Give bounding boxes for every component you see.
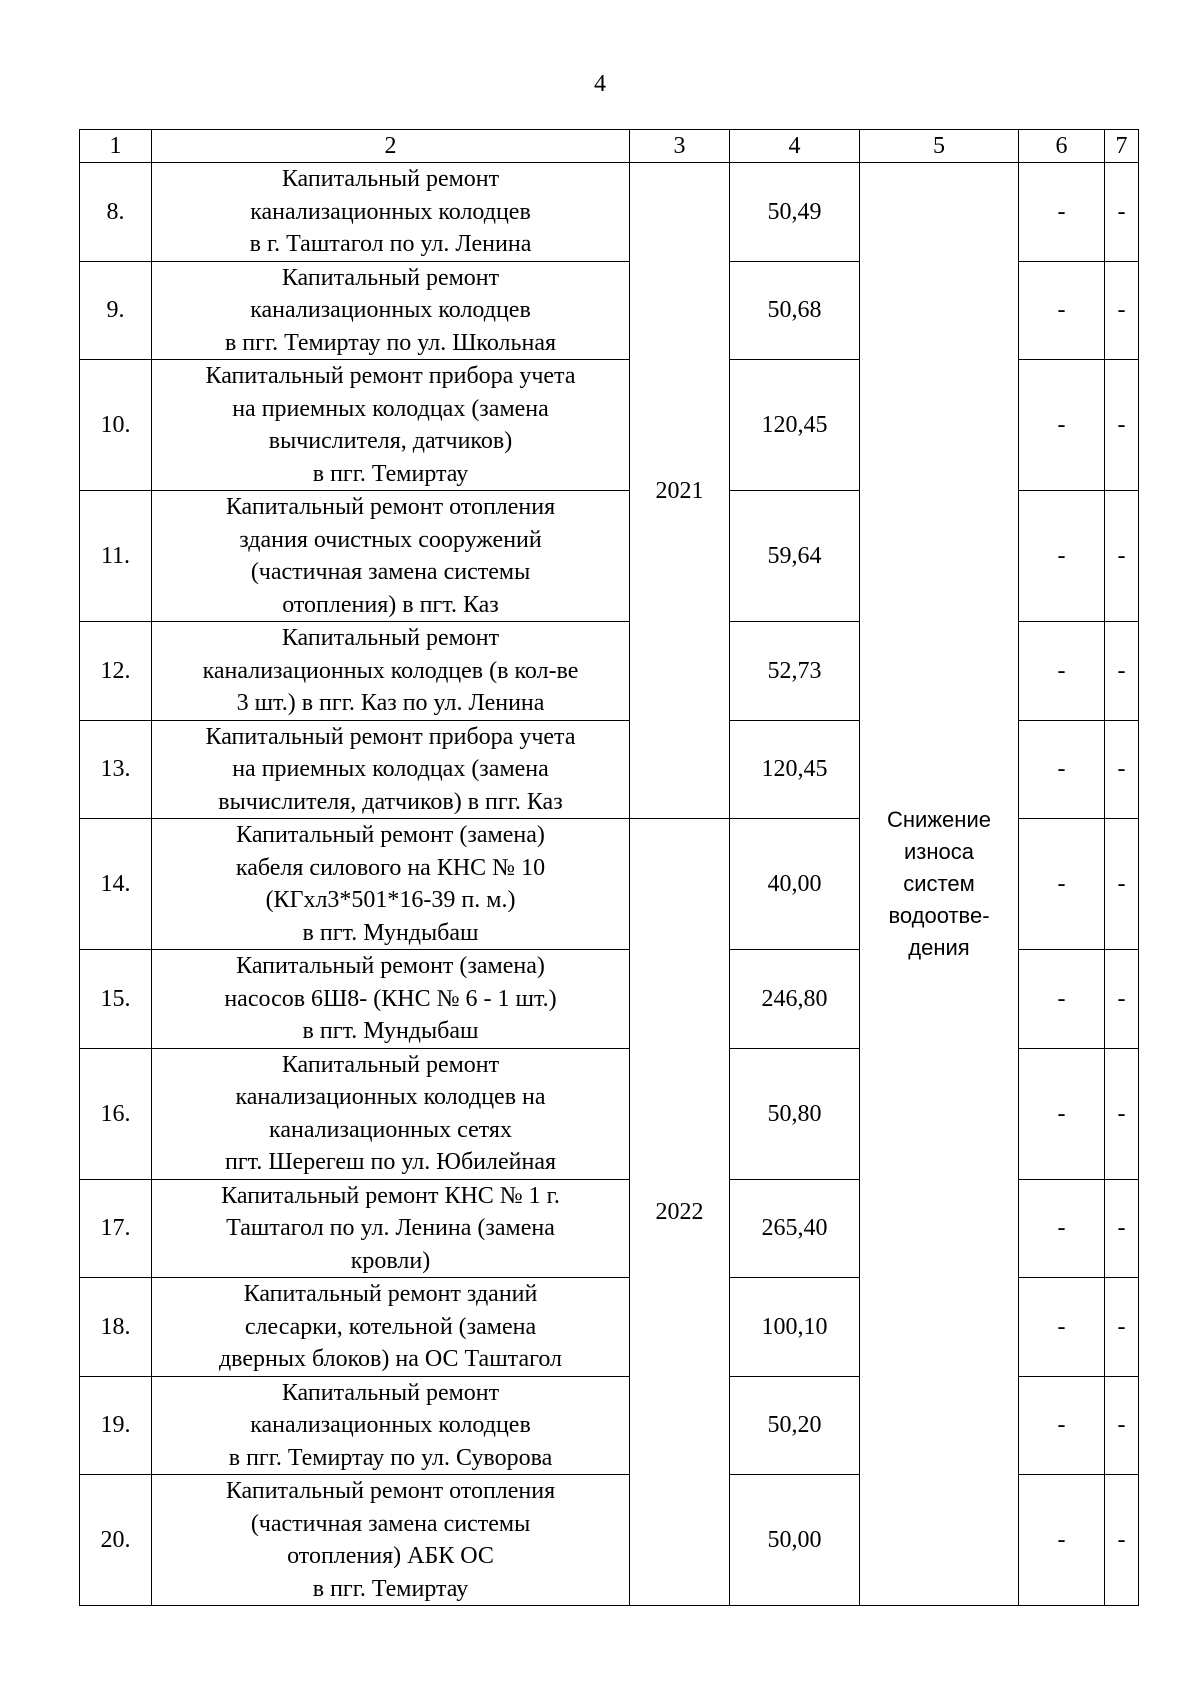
description-line: Капитальный ремонт [281,1379,500,1406]
header-cell: 7 [1105,130,1139,163]
col7-value: - [1105,1048,1139,1179]
description-line: отопления) в пгт. Каз [282,591,499,618]
work-description [152,622,630,721]
cost-value: 120,45 [730,720,860,819]
cost-value: 50,68 [730,261,860,360]
work-description [152,1048,630,1179]
row-number: 8. [80,163,152,262]
col6-value: - [1019,1475,1105,1606]
col7-value: - [1105,261,1139,360]
col7-value: - [1105,819,1139,950]
description-line: в пгг. Темиртау [312,1575,469,1602]
cost-value: 246,80 [730,950,860,1049]
description-line: кабеля силового на КНС № 10 [235,854,546,881]
row-number: 17. [80,1179,152,1278]
description-line: Капитальный ремонт прибора учета [205,363,576,389]
description-line: кровли) [350,1247,431,1274]
row-number: 14. [80,819,152,950]
description-line: в пгг. Темиртау [312,460,469,487]
cost-value: 50,00 [730,1475,860,1606]
row-number: 16. [80,1048,152,1179]
description-line: Капитальный ремонт [281,166,500,192]
work-description [152,360,630,491]
work-description [152,950,630,1049]
cost-value: 50,80 [730,1048,860,1179]
header-cell: 3 [630,130,730,163]
col6-value: - [1019,1179,1105,1278]
description-line: насосов 6Ш8- (КНС № 6 - 1 шт.) [224,985,557,1012]
goal-line: водоотве- [888,903,990,928]
description-line: канализационных колодцев [250,198,531,225]
col7-value: - [1105,360,1139,491]
header-cell: 6 [1019,130,1105,163]
description-line: Капитальный ремонт [281,264,500,291]
description-line: в пгг. Темиртау по ул. Школьная [224,329,557,356]
col6-value: - [1019,1048,1105,1179]
description-line: на приемных колодцах (замена [232,395,549,422]
description-line: в пгт. Мундыбаш [302,919,479,946]
row-number: 20. [80,1475,152,1606]
work-description [152,491,630,622]
description-line: слесарки, котельной (замена [244,1313,537,1340]
col6-value: - [1019,1278,1105,1377]
description-line: канализационных сетях [269,1116,512,1143]
description-line: (частичная замена системы [250,559,531,585]
description-line: в пгт. Мундыбаш [302,1018,479,1044]
year-cell: 2022 [630,819,730,1606]
col7-value: - [1105,163,1139,262]
description-line: канализационных колодцев (в кол-ве [202,657,579,684]
table-row [80,163,1139,262]
description-line: Капитальный ремонт отопления [225,494,556,520]
goal-line: дения [908,935,970,960]
header-row [80,130,1139,163]
goal-line: Снижение [887,807,991,832]
year-cell: 2021 [630,163,730,819]
col6-value: - [1019,622,1105,721]
description-line: Капитальный ремонт [281,1051,500,1078]
cost-value: 50,49 [730,163,860,262]
header-cell: 4 [730,130,860,163]
work-description [152,163,630,262]
cost-value: 265,40 [730,1179,860,1278]
cost-value: 50,20 [730,1376,860,1475]
row-number: 19. [80,1376,152,1475]
description-line: (КГхл3*501*16-39 п. м.) [265,887,516,913]
work-description [152,1278,630,1377]
row-number: 12. [80,622,152,721]
col7-value: - [1105,950,1139,1049]
row-number: 18. [80,1278,152,1377]
col6-value: - [1019,261,1105,360]
row-number: 13. [80,720,152,819]
col6-value: - [1019,360,1105,491]
header-cell: 5 [860,130,1019,163]
work-description [152,1475,630,1606]
description-line: Капитальный ремонт отопления [225,1478,556,1504]
description-line: Капитальный ремонт зданий [243,1281,538,1307]
work-description [152,1179,630,1278]
cost-value: 120,45 [730,360,860,491]
row-number: 11. [80,491,152,622]
work-description [152,261,630,360]
description-line: вычислителя, датчиков) [268,428,513,454]
col6-value: - [1019,720,1105,819]
goal-line: систем [903,871,975,896]
header-cell: 2 [152,130,630,163]
col6-value: - [1019,1376,1105,1475]
cost-value: 52,73 [730,622,860,721]
description-line: Капитальный ремонт КНС № 1 г. [221,1182,560,1209]
description-line: в г. Таштагол по ул. Ленина [249,231,532,257]
col7-value: - [1105,622,1139,721]
col7-value: - [1105,720,1139,819]
col7-value: - [1105,1278,1139,1377]
col6-value: - [1019,819,1105,950]
description-line: канализационных колодцев [250,1412,531,1438]
col7-value: - [1105,1376,1139,1475]
col6-value: - [1019,491,1105,622]
description-line: Капитальный ремонт [281,625,500,651]
row-number: 15. [80,950,152,1049]
row-number: 10. [80,360,152,491]
goal-line: износа [904,839,974,864]
description-line: Таштагол по ул. Ленина (замена [226,1215,555,1241]
col6-value: - [1019,950,1105,1049]
col7-value: - [1105,491,1139,622]
description-line: Капитальный ремонт (замена) [236,822,545,848]
description-line: вычислителя, датчиков) в пгг. Каз [218,788,563,815]
col7-value: - [1105,1179,1139,1278]
work-description [152,1376,630,1475]
description-line: Капитальный ремонт (замена) [236,953,545,979]
description-line: здания очистных сооружений [239,526,542,553]
description-line: 3 шт.) в пгг. Каз по ул. Ленина [236,690,545,716]
description-line: дверных блоков) на ОС Таштагол [218,1346,563,1372]
cost-value: 59,64 [730,491,860,622]
col7-value: - [1105,1475,1139,1606]
goal-cell [860,163,1019,1606]
page-number: 4 [594,71,606,97]
description-line: (частичная замена системы [250,1510,531,1537]
works-table [79,129,1139,1606]
description-line: пгт. Шерегеш по ул. Юбилейная [224,1149,557,1175]
header-cell: 1 [80,130,152,163]
col6-value: - [1019,163,1105,262]
work-description [152,819,630,950]
work-description [152,720,630,819]
description-line: на приемных колодцах (замена [232,756,549,782]
cost-value: 40,00 [730,819,860,950]
description-line: канализационных колодцев [250,297,531,323]
description-line: в пгг. Темиртау по ул. Суворова [228,1444,553,1471]
description-line: отопления) АБК ОС [287,1543,494,1569]
description-line: Капитальный ремонт прибора учета [205,723,576,750]
cost-value: 100,10 [730,1278,860,1377]
description-line: канализационных колодцев на [235,1084,546,1110]
row-number: 9. [80,261,152,360]
